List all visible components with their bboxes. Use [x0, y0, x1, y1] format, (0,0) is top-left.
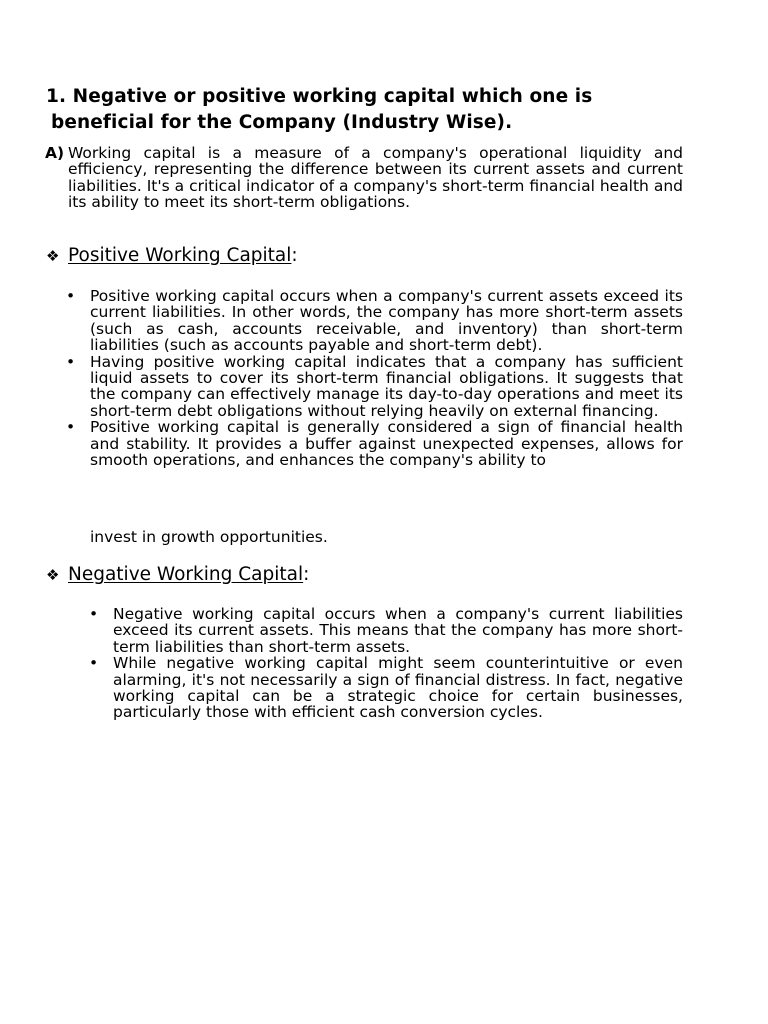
- negative-section-title: [46, 564, 309, 586]
- list-item-text: Having positive working capital indicates that a company has sufficient liquid assets to cover its short-term financial obligations. It suggests that the company can effectively manage its day-to-day operations and meet its short-term debt obligations without relying heavily on external financing.: [90, 352, 683, 420]
- heading-line-1: 1. Negative or positive working capital which one is: [46, 86, 593, 107]
- question-heading: [46, 84, 676, 136]
- negative-title-suffix: :: [303, 564, 310, 585]
- list-item: [66, 352, 683, 420]
- list-item: [89, 654, 683, 722]
- positive-section-title: [46, 245, 298, 267]
- answer-text: Working capital is a measure of a company's operational liquidity and efficiency, representing the difference between its current assets and current liabilities. It's a critical indicator of a company's short-term financial health and its ability to meet its short-term obligations.: [68, 144, 683, 212]
- positive-continuation-text: invest in growth opportunities.: [90, 528, 328, 546]
- list-item: [89, 605, 683, 656]
- positive-title-text: Positive Working Capital: [68, 245, 292, 266]
- list-item: [66, 418, 683, 470]
- answer-marker: A): [45, 144, 65, 162]
- positive-title-suffix: :: [291, 245, 298, 266]
- list-item-text: Negative working capital occurs when a company's current liabilities exceed its current assets. This means that the company has more short- term liabilities than short-term assets.: [113, 605, 683, 656]
- positive-bullet-list: [66, 287, 683, 470]
- negative-title-text: Negative Working Capital: [68, 564, 304, 585]
- list-item-text: Positive working capital is generally considered a sign of financial health and stability. It provides a buffer against unexpected expenses, allows for smooth operations, and enhances the company's ability to: [90, 418, 683, 470]
- bullet-icon: •: [66, 287, 76, 305]
- diamond-bullet-icon: ❖: [46, 566, 60, 584]
- diamond-bullet-icon: ❖: [46, 247, 60, 265]
- answer-paragraph: [45, 145, 683, 211]
- bullet-icon: •: [89, 654, 99, 673]
- list-item: [66, 287, 683, 355]
- list-item-text: Positive working capital occurs when a company's current assets exceed its current liabilities. In other words, the company has more short-term assets (such as cash, accounts receivable, and inventory) than short-term liabilities (such as accounts payable and short-term debt).: [90, 287, 683, 355]
- bullet-icon: •: [66, 418, 76, 437]
- heading-line-2: beneficial for the Company (Industry Wise).: [51, 112, 513, 133]
- bullet-icon: •: [66, 352, 76, 371]
- list-item-text: While negative working capital might seem counterintuitive or even alarming, it's not necessarily a sign of financial distress. In fact, negative working capital can be a strategic choice for certain businesses, particularly those with efficient cash conversion cycles.: [113, 654, 683, 722]
- bullet-icon: •: [89, 605, 99, 623]
- negative-bullet-list: [89, 605, 683, 722]
